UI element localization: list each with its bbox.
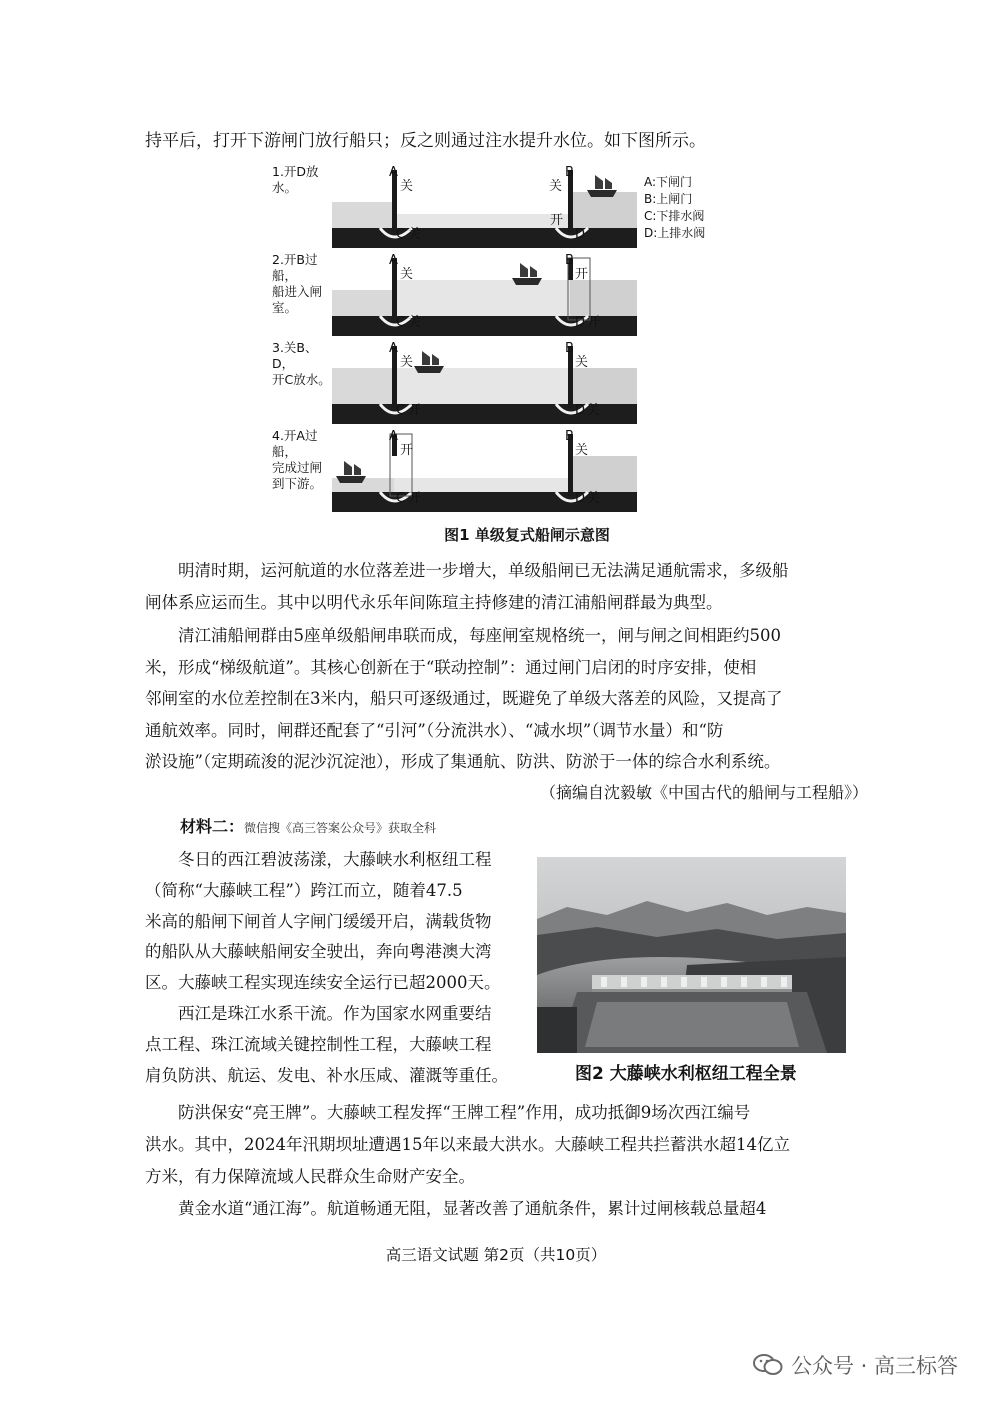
valve-c-letter: C bbox=[396, 403, 406, 418]
ship-sails bbox=[520, 263, 537, 277]
ship-sails bbox=[422, 351, 439, 365]
gate-a-letter: A bbox=[389, 341, 398, 356]
legend-item: B:上闸门 bbox=[644, 192, 693, 206]
text-line: 洪水。其中，2024年汛期坝址遭遇15年以来最大洪水。大藤峡工程共拦蓄洪水超14亿立 bbox=[145, 1135, 790, 1154]
material-two-heading bbox=[180, 814, 436, 837]
diagram-step-3 bbox=[272, 338, 732, 426]
ship-icon bbox=[587, 175, 617, 197]
page-footer: 高三语文试题 第2页（共10页） bbox=[385, 1246, 607, 1264]
gate-b-letter: B bbox=[565, 253, 574, 268]
gate-b-letter: B bbox=[565, 429, 574, 444]
gate-b-state: 关 bbox=[575, 443, 589, 458]
gate-a-letter: A bbox=[389, 253, 398, 268]
ship-hull bbox=[587, 190, 617, 197]
text-line: 清江浦船闸群由5座单级船闸串联而成，每座闸室规格统一，闸与闸之间相距约500 bbox=[178, 626, 781, 645]
valve-c-letter: C bbox=[396, 315, 406, 330]
valve-d-letter: D bbox=[575, 227, 586, 242]
paragraph-qingjiangpu bbox=[145, 620, 865, 778]
step-label: 3.关B、D， 开C放水。 bbox=[272, 340, 331, 387]
gate-a-state: 关 bbox=[400, 179, 414, 194]
lower-text bbox=[145, 1097, 865, 1225]
valve-d-letter: D bbox=[575, 315, 586, 330]
valve-c-state: 关 bbox=[408, 315, 422, 330]
valve-c-state: 关 bbox=[408, 227, 422, 242]
legend-item: C:下排水阀 bbox=[644, 209, 705, 223]
gate-b-state: 开 bbox=[575, 267, 589, 282]
valve-d-state: 关 bbox=[587, 491, 601, 506]
gate-b-state: 关 bbox=[549, 179, 563, 194]
ship-icon bbox=[414, 351, 444, 373]
material-note: 微信搜《高三答案公众号》获取全科 bbox=[244, 821, 437, 835]
gate-b-state: 关 bbox=[575, 355, 589, 370]
ship-sails bbox=[344, 461, 361, 475]
gate-a-state: 关 bbox=[400, 355, 414, 370]
figure-2-caption: 图2 大藤峡水利枢纽工程全景 bbox=[575, 1064, 797, 1084]
watermark-text: 公众号 · 高三标答 bbox=[790, 1354, 958, 1378]
legend-item: A:下闸门 bbox=[644, 175, 693, 189]
valve-d-state: 关 bbox=[587, 403, 601, 418]
text-line: 米高的船闸下闸首人字闸门缓缓开启，满载货物 bbox=[145, 911, 492, 931]
valve-c-state: 开 bbox=[408, 491, 422, 506]
diagram-legend bbox=[644, 174, 705, 242]
valve-c-state: 开 bbox=[408, 403, 422, 418]
text-line: 点工程、珠江流域关键控制性工程，大藤峡工程 bbox=[145, 1034, 492, 1054]
ship-hull bbox=[512, 278, 542, 285]
gate-a-letter: A bbox=[389, 165, 398, 180]
valve-d-letter: D bbox=[575, 403, 586, 418]
text-line: 方米，有力保障流域人民群众生命财产安全。 bbox=[145, 1167, 475, 1186]
step-label: 4.开A过船， 完成过闸 到下游。 bbox=[272, 428, 323, 491]
text-line: （简称“大藤峡工程”）跨江而立，随着47.5 bbox=[145, 880, 463, 900]
gate-b-letter: B bbox=[565, 165, 574, 180]
text-line: 冬日的西江碧波荡漾，大藤峡水利枢纽工程 bbox=[178, 850, 492, 869]
ship-hull bbox=[414, 366, 444, 373]
valve-c-letter: C bbox=[396, 227, 406, 242]
ship-icon bbox=[336, 461, 366, 483]
text-line: 肩负防洪、航运、发电、补水压咸、灌溉等重任。 bbox=[145, 1065, 508, 1085]
text-line: 通航效率。同时，闸群还配套了“引河”（分流洪水）、“减水坝”（调节水量）和“防 bbox=[145, 720, 724, 740]
text-line: 米，形成“梯级航道”。其核心创新在于“联动控制”：通过闸门启闭的时序安排，使相 bbox=[145, 657, 757, 677]
text-line: 明清时期，运河航道的水位落差进一步增大，单级船闸已无法满足通航需求，多级船 bbox=[178, 561, 789, 580]
text-line: 区。大藤峡工程实现连续安全运行已超2000天。 bbox=[145, 973, 501, 993]
text-line: 防洪保安“亮王牌”。大藤峡工程发挥“王牌工程”作用，成功抵御9场次西江编号 bbox=[178, 1103, 751, 1122]
valve-d-state: 开 bbox=[550, 213, 564, 228]
diagram-step-4 bbox=[272, 426, 732, 514]
valve-c-letter: C bbox=[396, 491, 406, 506]
lock-schematic bbox=[332, 338, 637, 424]
text-line: 西江是珠江水系干流。作为国家水网重要结 bbox=[178, 1003, 492, 1023]
lock-schematic bbox=[332, 250, 637, 336]
gate-a-state: 开 bbox=[400, 443, 414, 458]
legend-item: D:上排水阀 bbox=[644, 226, 706, 240]
gate-b-letter: B bbox=[565, 341, 574, 356]
figure-1-lock-diagram bbox=[272, 162, 732, 517]
riverbed bbox=[332, 228, 637, 248]
dam-panorama-photo bbox=[537, 857, 846, 1053]
source-citation: （摘编自沈毅敏《中国古代的船闸与工程船》） bbox=[539, 783, 868, 802]
paragraph-ming-qing bbox=[145, 555, 865, 618]
left-column-text bbox=[145, 845, 527, 1091]
text-line: 闸体系应运而生。其中以明代永乐年间陈瑄主持修建的清江浦船闸群最为典型。 bbox=[145, 592, 723, 612]
ship-sails bbox=[595, 175, 612, 189]
text-line: 黄金水道“通江海”。航道畅通无阻，显著改善了通航条件，累计过闸核载总量超4 bbox=[178, 1199, 767, 1218]
gate-a-state: 关 bbox=[400, 267, 414, 282]
step-label: 1.开D放水。 bbox=[272, 164, 319, 195]
diagram-step-2 bbox=[272, 250, 732, 338]
lock-schematic bbox=[332, 162, 637, 248]
text-line: 的船队从大藤峡船闸安全驶出，奔向粤港澳大湾 bbox=[145, 942, 492, 962]
valve-d-letter: D bbox=[575, 491, 586, 506]
step-label: 2.开B过船， 船进入闸室。 bbox=[272, 252, 323, 315]
ship-hull bbox=[336, 476, 366, 483]
lock-schematic bbox=[332, 426, 637, 512]
wechat-icon bbox=[753, 1354, 783, 1376]
top-line: 持平后，打开下游闸门放行船只；反之则通过注水提升水位。如下图所示。 bbox=[145, 131, 706, 151]
wechat-watermark bbox=[753, 1350, 958, 1380]
text-line: 邻闸室的水位差控制在3米内，船只可逐级通过，既避免了单级大落差的风险，又提高了 bbox=[145, 689, 783, 708]
text-line: 淤设施”（定期疏浚的泥沙沉淀池），形成了集通航、防洪、防淤于一体的综合水利系统。 bbox=[145, 752, 781, 771]
figure-1-caption: 图1 单级复式船闸示意图 bbox=[444, 526, 610, 544]
ship-icon bbox=[512, 263, 542, 285]
valve-d-state: 开 bbox=[587, 315, 601, 330]
gate-a-letter: A bbox=[389, 429, 398, 444]
material-title: 材料二： bbox=[180, 817, 245, 836]
